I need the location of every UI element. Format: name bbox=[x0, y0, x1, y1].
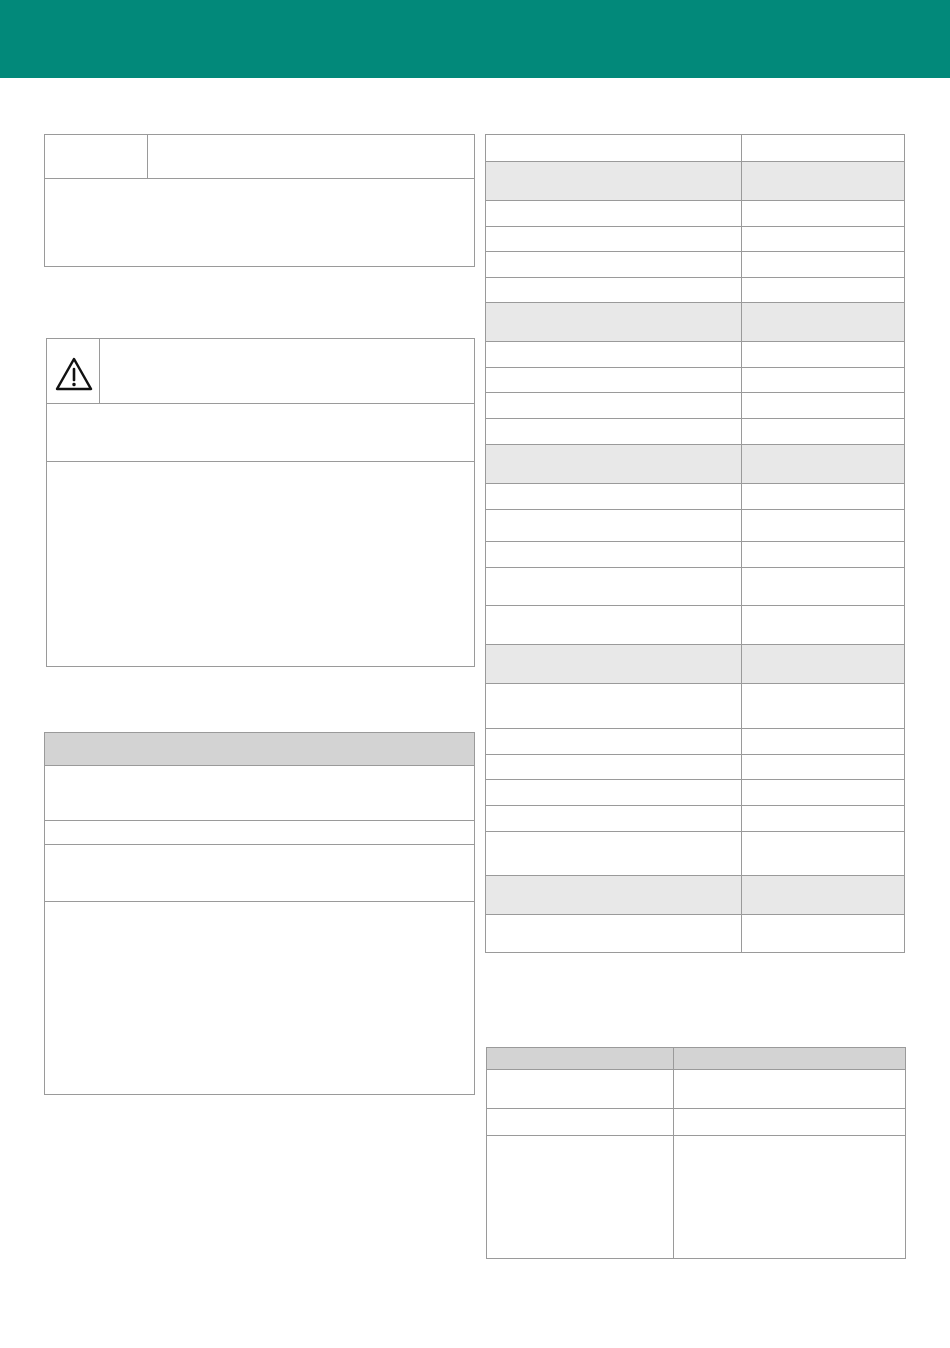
warning-triangle-icon bbox=[55, 357, 93, 391]
header-bar bbox=[0, 0, 950, 78]
left-table bbox=[44, 732, 475, 1095]
bottom-table bbox=[486, 1047, 906, 1259]
spec-table bbox=[485, 134, 905, 953]
warning-box bbox=[46, 338, 475, 667]
info-table bbox=[44, 134, 475, 267]
